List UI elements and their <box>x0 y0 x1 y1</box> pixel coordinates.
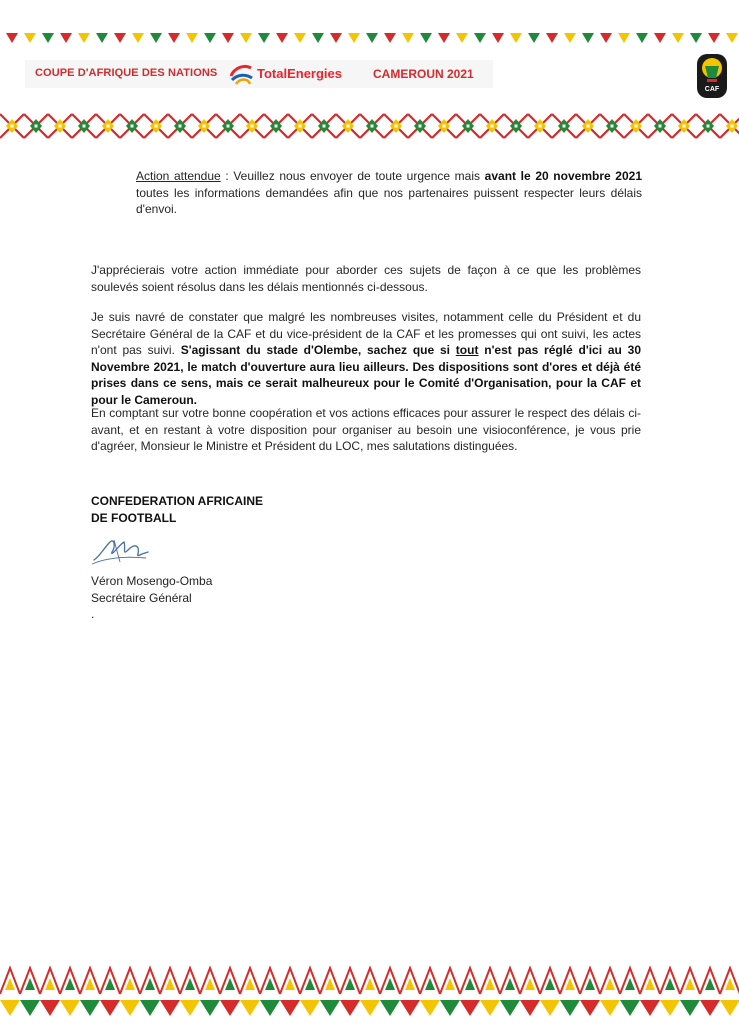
signatory-name: Véron Mosengo-Omba <box>91 574 213 588</box>
warning-plain: Je suis navré de constater que malgré les nombreuses visites, notamment celle du Président et du Secrétaire Général de la CAF et du vice-président de la CAF et les promesses qui ont suivi, les actes n'ont pas suivi. <box>91 310 641 357</box>
warning-bold-underlined: tout <box>455 343 479 357</box>
warning-paragraph <box>91 309 641 408</box>
appreciation-paragraph: J'apprécierais votre action immédiate pour aborder ces sujets de façon à ce que les problèmes soulevés soient résolus dans les délais mentionnés ci-dessous. <box>91 263 641 294</box>
caf-trophy-badge-icon <box>695 52 729 100</box>
header-left-text: COUPE D'AFRIQUE DES NATIONS <box>35 67 218 79</box>
signatory-title: Secrétaire Général <box>91 590 192 605</box>
action-rest: toutes les informations demandées afin que nos partenaires puissent respecter leurs délais d'envoi. <box>136 185 642 216</box>
handwritten-signature <box>90 534 152 568</box>
closing-paragraph: En comptant sur votre bonne coopération et vos actions efficaces pour assurer le respect des délais ci-avant, et en restant à votre disposition pour organiser au besoin une visioconférence, je vous prie d'agréer, Monsieur le Ministre et Président du LOC, mes salutations distinguées. <box>91 406 641 453</box>
org-line-2: DE FOOTBALL <box>91 510 177 525</box>
signatory-details <box>91 573 212 623</box>
action-label: Action attendue <box>136 169 221 183</box>
org-line-1: CONFEDERATION AFRICAINE <box>91 494 263 508</box>
bottom-decorative-border <box>0 960 739 1024</box>
action-sep: : Veuillez nous envoyer de toute urgence mais <box>220 169 485 183</box>
header-right-text: CAMEROUN 2021 <box>373 67 474 81</box>
trailing-dot: . <box>91 607 95 621</box>
header-brand: TotalEnergies <box>257 66 343 81</box>
action-deadline: avant le 20 novembre 2021 <box>484 169 642 183</box>
action-paragraph <box>136 168 642 218</box>
diamond-zigzag-border <box>0 110 739 142</box>
top-triangle-border <box>0 30 739 46</box>
warning-bold-a: S'agissant du stade d'Olembe, sachez que si <box>180 343 456 357</box>
badge-label: CAF <box>704 86 720 93</box>
signatory-organization <box>91 493 263 526</box>
header-band <box>25 60 493 88</box>
totalenergies-logo-icon <box>228 62 254 86</box>
warning-bold-b: n'est pas réglé d'ici au 30 Novembre 2021, le match d'ouverture aura lieu ailleurs. Des dispositions sont d'ores et déjà été prises dans ce sens, mais ce serait malheureux pour le Comité d'Organisation, pour la CAF et pour le Cameroun. <box>91 343 641 407</box>
